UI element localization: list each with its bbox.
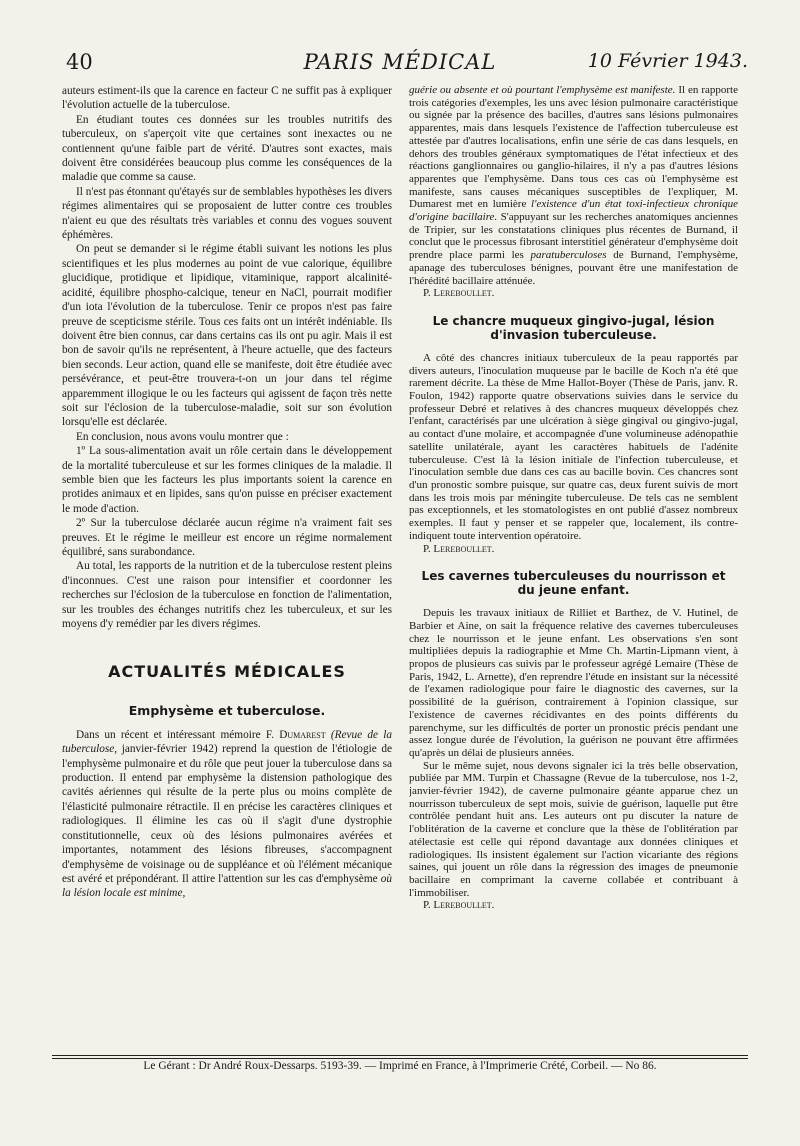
left-column — [62, 84, 392, 1050]
footer-rule — [52, 1058, 748, 1059]
signature: P. Lereboullet. — [423, 287, 495, 300]
paragraph: En étudiant toutes ces données sur les troubles nutritifs des tuberculeux, on s'aperçoit vite que certaines sont inexactes ou ne contiennent qu'une faible part de vérité. D'autres sont exactes, mais doivent être considérées beaucoup plus comme les conséquences de la maladie que comme sa cause. — [62, 113, 392, 184]
paragraph: On peut se demander si le régime établi suivant les notions les plus scientifiques et les plus modernes au point de vue calorique, équilibre glucidique, protidique et lipidique, vitaminique, rapport alcalinité-acidité, équilibre phospho-calcique, teneur en NaCl, pourrait modifier d'un iota l'évolution de la tuberculose. Tenir ce propos n'est pas faire preuve de scepticisme stérile. Tous ces faits ont un intérêt indéniable. Ils doivent être bien connus, car dans certains cas ils ont pu agir. Mais il est bon de savoir qu'ils ne représentent, à l'heure actuelle, que des facteurs bien seconds. Leur action, quand elle se manifeste, doit être étudiée avec persévérance, et peut-être trouvera-t-on un jour dans tel régime apparemment illogique le ou les facteurs qui agissent de façon très nette soit sur l'éclosion de la tuberculose-maladie, soit sur son évolution lorsqu'elle est déclarée. — [62, 243, 392, 429]
paragraph: auteurs estiment-ils que la carence en facteur C ne suffit pas à expliquer l'évolution actuelle de la tuberculose. — [62, 85, 392, 112]
paragraph: Au total, les rapports de la nutrition et de la tuberculose restent pleins d'inconnues. C'est une raison pour intensifier et coordonner les recherches sur l'éclosion de la tuberculose en fonction de l'alimentation, sur les troubles des échanges nutritifs chez les tuberculeux, et sur les moyens d'y remédier par les divers régimes. — [62, 560, 392, 631]
author-name: Dumarest — [279, 728, 326, 741]
citation: (Revue de la tuberculose, — [62, 728, 392, 756]
section-title: ACTUALITÉS MÉDICALES — [108, 662, 346, 682]
journal-title: PARIS MÉDICAL — [303, 50, 497, 74]
page-header — [52, 50, 748, 80]
signature: P. Lereboullet. — [423, 899, 495, 912]
paragraph: guérie ou absente et où pourtant l'emphysème est manifeste. Il en rapporte trois catégories d'exemples, les uns avec lésion pulmonaire caractéristique ou signée par la présence des bacilles, d'autres sans lésions pulmonaires apparentes, mais dans lesquels l'existence de l'affection tuberculeuse est attestée par d'autres localisations, enfin une série de cas dans lesquels, en dehors des troubles généraux symptomatiques de l'état infectieux et des réactions ganglionnaires ou ganglio-hilaires, il n'y a pas d'autres lésions apparentes que l'emphysème. Dans tous ces cas où l'emphysème est manifeste, sans causes mécaniques susceptibles de l'expliquer, M. Dumarest met en lumière l'existence d'un état toxi-infectieux chronique d'origine bacillaire. S'appuyant sur les recherches anatomiques anciennes de Tripier, sur les constatations cliniques plus récentes de Burnand, il conclut que le processus fibrosant interstitiel générateur d'emphysème doit prendre place parmi les paratuberculoses de Burnand, l'emphysème, apanage des tuberculoses bénignes, pouvant être une manifestation de l'hérédité bacillaire atténuée. — [409, 84, 738, 287]
paragraph: 2º Sur la tuberculose déclarée aucun régime n'a vraiment fait ses preuves. Et le régime le meilleur est encore un régime normalement équilibré, sans surabondance. — [62, 517, 392, 558]
paragraph: Il n'est pas étonnant qu'étayés sur de semblables hypothèses les divers régimes alimentaires qui se proposaient de lutter contre ces troubles n'aient eu que des résultats très variables et connu des vogues souvent éphémères. — [62, 185, 392, 242]
article-title: Le chancre muqueux gingivo-jugal, lésion d'invasion tuberculeuse. — [432, 313, 715, 342]
paragraph: Depuis les travaux initiaux de Rilliet et Barthez, de V. Hutinel, de Barbier et Aine, on sait la fréquence relative des cavernes tuberculeuses chez le nourrisson et le jeune enfant. Les observations s'en sont multipliées depuis la radiographie et Mme Ch. Martin-Lipmann vient, à propos de plusieurs cas suivis par le professeur agrégé Lemaire (Thèse de Paris, 1942, L. Arnette), d'en reprendre l'étude en insistant sur la nécessité de l'examen radiologique pour faire le diagnostic des cavernes, sur la possibilité de la guérison, contrairement à l'opinion classique, sur l'existence de cavernes récidivantes en des points différents du parenchyme, sur les difficultés de porter un pronostic précis pendant une assez longue durée de l'évolution, la guérison ne pouvant être affirmées qu'après un délai de plusieurs années. — [409, 607, 738, 759]
paragraph: Dans un récent et intéressant mémoire F. Dumarest (Revue de la tuberculose, janvier-février 1942) reprend la question de l'étiologie de l'emphysème pulmonaire et du rôle que peut jouer la tuberculose dans sa production. Il entend par emphysème la distension pathologique des cavités aériennes qui résulte de la perte plus ou moins complète de l'élasticité pulmonaire rétractile. Il en précise les caractères cliniques et radiologiques. Il élimine les cas où il s'agit d'une dystrophie constitutionnelle, ceux où des lésions pulmonaires avérées et importantes, notamment des lésions fibreuses, s'accompagnent d'emphysème de voisinage ou de suppléance et où l'élément mécanique est avéré et prépondérant. Il attire l'attention sur les cas d'emphysème où la lésion locale est minime, — [62, 728, 392, 900]
printer-footer: Le Gérant : Dr André Roux-Dessarps. 5193-39. — Imprimé en France, à l'Imprimerie Crété, Corbeil. — No 86. — [143, 1060, 657, 1072]
article-title: Emphysème et tuberculose. — [128, 702, 326, 718]
right-column — [409, 84, 738, 1046]
paragraph: En conclusion, nous avons voulu montrer que : — [76, 430, 289, 443]
footer-rule — [52, 1055, 748, 1056]
page-number: 40 — [66, 50, 93, 74]
paragraph: 1º La sous-alimentation avait un rôle certain dans le développement de la mortalité tuberculeuse et sur les formes cliniques de la maladie. Il semble bien que les facteurs les plus importants soient la carence en protides animaux et en lipides, sans qu'on puisse en préciser exactement le mode d'action. — [62, 445, 392, 515]
article-title: Les cavernes tuberculeuses du nourrisson et du jeune enfant. — [421, 569, 726, 598]
issue-date: 10 Février 1943. — [587, 50, 748, 72]
signature: P. Lereboullet. — [423, 542, 495, 555]
paragraph: Sur le même sujet, nous devons signaler ici la très belle observation, publiée par MM. Turpin et Chassagne (Revue de la tuberculose, nos 1-2, janvier-février 1942), de caverne pulmonaire géante apparue chez un nourrisson tuberculeux de sept mois, suivie de guérison, laquelle put être contrôlée pendant huit ans. Les auteurs ont pu discuter la nature de l'oblitération de la caverne et conclure que la thèse de l'oblitération par atélectasie est celle qui répond davantage aux données cliniques et radiologiques. Ils insistent également sur l'action vicariante des régions saines, qui jouent un rôle dans la régression des images de pneumonie bacillaire en comprimant la caverne collabée et contribuant à l'immobiliser. — [409, 759, 738, 899]
paragraph: A côté des chancres initiaux tuberculeux de la peau rapportés par divers auteurs, l'inoculation muqueuse par le bacille de Koch n'a été que rarement décrite. La thèse de Mme Hallot-Boyer (Thèse de Paris, janv. R. Foulon, 1942) rapporte quatre observations suivies dans le service du professeur Debré et relatives à des chancres muqueux développés chez l'enfant, caractérisés par une ulcération à siège gingival ou gingivo-jugal, au contact d'une molaire, et accompagnée d'une volumineuse adénopathie satellite unilatérale, ayant les caractères habituels de l'adénite tuberculeuse. C'est là la lésion initiale de l'infection tuberculeuse, et l'inoculation semble due dans ces cas au bacille bovin. Ces chancres sont d'un pronostic sombre puisque, sur quatre cas, deux furent suivis de mort dans les trois mois par méningite tuberculeuse. De tels cas ne semblent pas exceptionnels, et les stomatologistes en ont publié d'assez nombreux exemples. Il faut y penser et se rappeler que, localement, ils contre-indiquent toute intervention opératoire. — [409, 351, 738, 542]
